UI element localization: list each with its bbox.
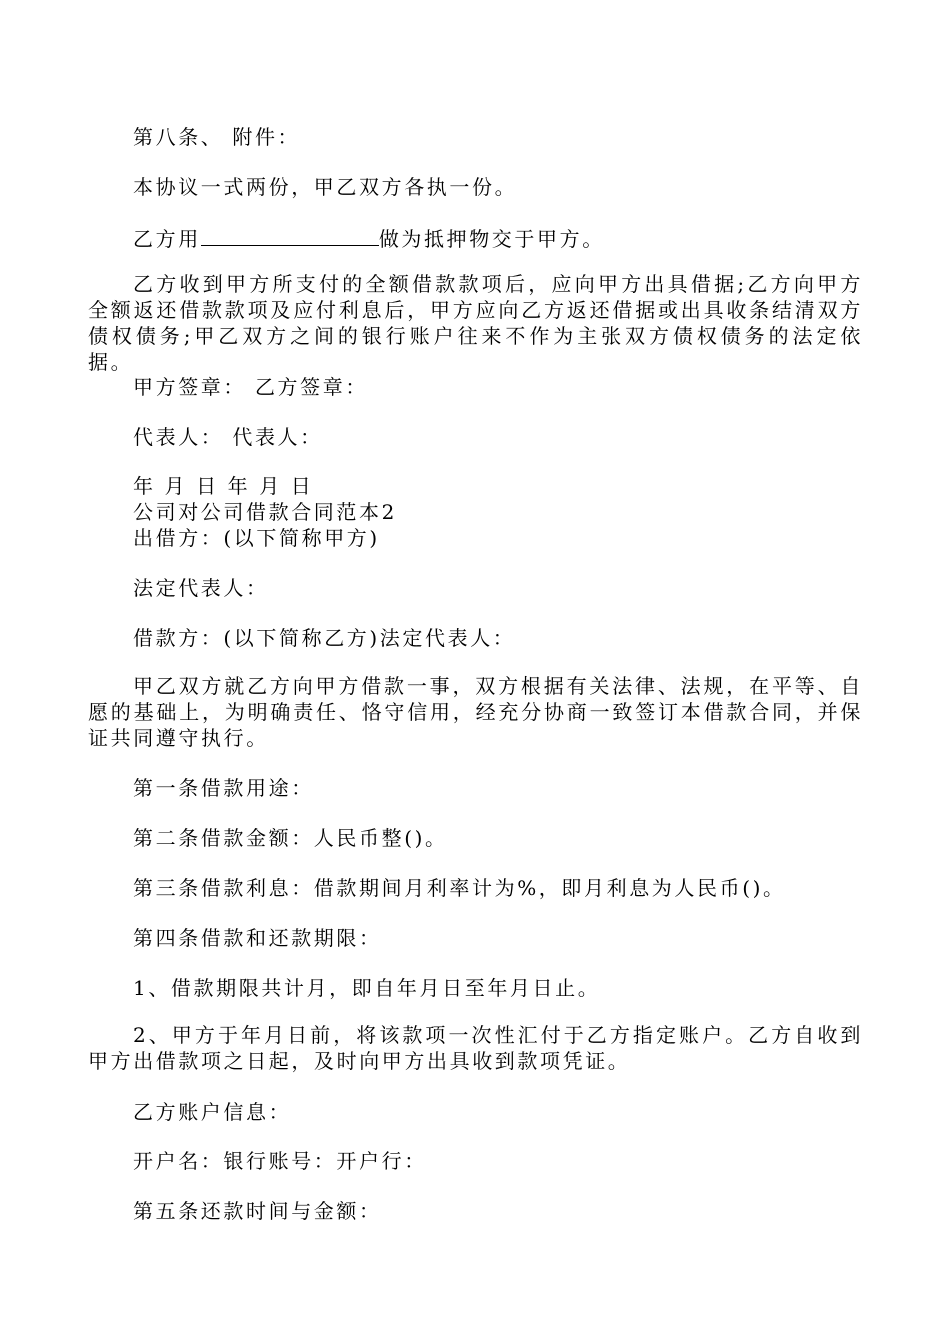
representatives-line: 代表人： 代表人： <box>133 425 323 449</box>
legal-representative-line: 法定代表人： <box>133 576 269 600</box>
date-line: 年 月 日 年 月 日 <box>133 474 314 498</box>
account-fields-line: 开户名：银行账号：开户行： <box>133 1149 427 1173</box>
term-1: 1、借款期限共计月，即自年月日至年月日止。 <box>133 976 601 1000</box>
article-3: 第三条借款利息：借款期间月利率计为%，即月利息为人民币()。 <box>133 876 786 900</box>
article-5: 第五条还款时间与金额： <box>133 1199 382 1223</box>
template-2-title: 公司对公司借款合同范本2 <box>133 500 397 524</box>
article-2: 第二条借款金额：人民币整()。 <box>133 826 448 850</box>
borrower-line: 借款方：(以下简称乙方)法定代表人： <box>133 626 516 650</box>
receipt-paragraph: 乙方收到甲方所支付的全额借款款项后，应向甲方出具借据;乙方向甲方全额返还借款款项及应付利息后，甲方应向乙方返还借据或出具收条结清双方债权债务;甲乙双方之间的银行账户往来不作为主张双方债权债务的法定依据。 <box>88 272 863 374</box>
term-2-paragraph: 2、甲方于年月日前，将该款项一次性汇付于乙方指定账户。乙方自收到甲方出借款项之日起，及时向甲方出具收到款项凭证。 <box>88 1023 863 1073</box>
article-8-heading: 第八条、 附件： <box>133 125 301 149</box>
collateral-clause <box>88 227 605 249</box>
intro-paragraph: 甲乙双方就乙方向甲方借款一事，双方根据有关法律、法规，在平等、自愿的基础上，为明确责任、恪守信用，经充分协商一致签订本借款合同，并保证共同遵守执行。 <box>88 674 863 750</box>
copies-clause: 本协议一式两份，甲乙双方各执一份。 <box>133 175 518 199</box>
collateral-blank <box>201 227 379 246</box>
signature-line: 甲方签章： 乙方签章： <box>133 375 368 399</box>
collateral-suffix: 做为抵押物交于甲方。 <box>378 227 605 251</box>
collateral-prefix: 乙方用 <box>133 227 201 251</box>
account-info-heading: 乙方账户信息： <box>133 1100 292 1124</box>
lender-line: 出借方：(以下简称甲方) <box>133 526 380 550</box>
article-1: 第一条借款用途： <box>133 776 314 800</box>
article-4: 第四条借款和还款期限： <box>133 926 382 950</box>
